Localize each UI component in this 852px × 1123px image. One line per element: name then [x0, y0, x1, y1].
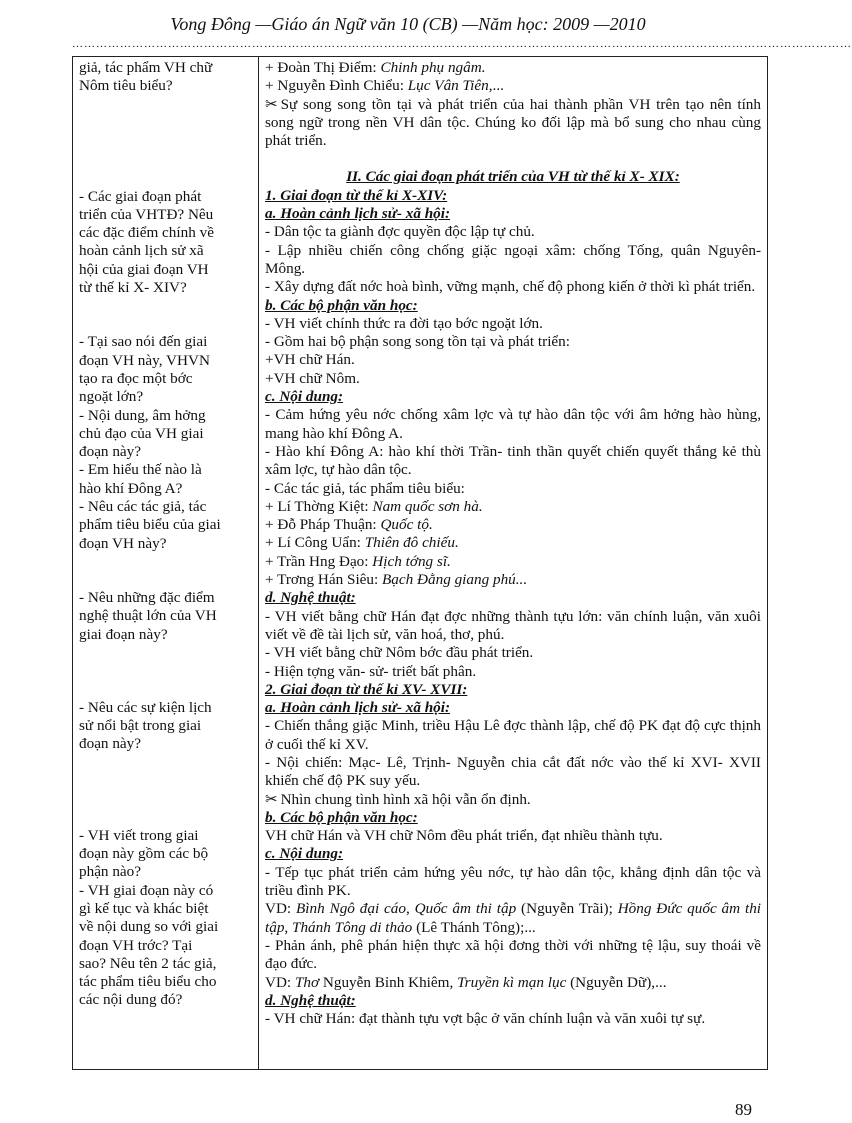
summary-note: ✂ Nhìn chung tình hình xã hội vẫn ổn định.	[265, 790, 531, 808]
work-line: + Lí Công Uẩn: Thiên đô chiếu.	[265, 534, 459, 552]
question-line: sử nổi bật trong giai	[79, 717, 202, 735]
content-line: - Nội chiến: Mạc- Lê, Trịnh- Nguyễn chia cắt đất nớc vào thế kỉ XVI- XVII khiến chế độ PK suy yếu.	[265, 753, 761, 790]
question-column	[73, 57, 259, 1070]
question-line: các nội dung đó?	[79, 991, 183, 1009]
question-line: các đặc điểm chính về	[79, 224, 214, 242]
subheading-parts: b. Các bộ phận văn học:	[265, 296, 418, 314]
content-line: +VH chữ Nôm.	[265, 369, 360, 387]
work-line: + Trơng Hán Siêu: Bạch Đằng giang phú...	[265, 571, 528, 589]
content-line: - Hiện tợng văn- sử- triết bất phân.	[265, 662, 477, 680]
content-line: - Các tác giả, tác phẩm tiêu biểu:	[265, 479, 465, 497]
content-line: - Phản ánh, phê phán hiện thực xã hội đơng thời với những tệ lậu, suy thoái về đạo đức.	[265, 936, 761, 973]
question-block-2	[79, 333, 252, 553]
content-line: VH chữ Hán và VH chữ Nôm đều phát triển, đạt nhiều thành tựu.	[265, 827, 663, 845]
question-block-5	[79, 827, 252, 1010]
question-line: đoạn VH này?	[79, 534, 167, 552]
work-line: + Đoàn Thị Điểm: Chinh phụ ngâm.	[265, 59, 486, 76]
subheading-parts: b. Các bộ phận văn học:	[265, 808, 418, 826]
content-line: +VH chữ Hán.	[265, 351, 355, 369]
question-line: hội của giai đoạn VH	[79, 260, 209, 278]
question-line: giả, tác phẩm VH chữ	[79, 59, 213, 76]
content-line: - Hào khí Đông A: hào khí thời Trần- tinh thần quyết chiến quyết thắng kẻ thù xâm lợc, tự hào dân tộc.	[265, 442, 761, 479]
question-line: - Nêu các sự kiện lịch	[79, 698, 212, 716]
question-block-4	[79, 699, 252, 754]
subheading-art: d. Nghệ thuật:	[265, 991, 356, 1009]
question-line: - Các giai đoạn phát	[79, 187, 202, 205]
question-line: - VH giai đoạn này có	[79, 881, 214, 899]
question-line: sao? Nêu tên 2 tác giả,	[79, 954, 217, 972]
subheading-content: c. Nội dung:	[265, 845, 344, 863]
question-line: về nội dung so với giai	[79, 918, 219, 936]
scissors-icon: ✂	[265, 791, 278, 808]
content-line: - VH viết bằng chữ Hán đạt đợc những thành tựu lớn: văn chính luận, văn xuôi viết về đề tài lịch sử, văn hoá, thơ, phú.	[265, 607, 761, 643]
example-line: VD: Bình Ngô đại cáo, Quốc âm thi tập (Nguyễn Trãi); Hồng Đức quốc âm thi tập, Thánh Tông di thảo (Lê Thánh Tông);...	[265, 900, 762, 936]
summary-note: ✂ Sự song song tồn tại và phát triển của hai thành phần VH trên tạo nên tính song ngữ trong nền VH dân tộc. Chúng ko đối lập mà bổ sung cho nhau cùng phát triển.	[265, 95, 761, 150]
question-line: tạo ra đọc một bớc	[79, 369, 193, 387]
question-line: phận nào?	[79, 863, 141, 881]
question-line: đoạn VH trớc? Tại	[79, 936, 193, 954]
question-line: đoạn VH này, VHVN	[79, 351, 210, 369]
question-block-3	[79, 589, 252, 644]
question-line: - Nêu những đặc điểm	[79, 588, 215, 606]
question-line: - Nội dung, âm hởng	[79, 406, 206, 424]
question-line: từ thế kỉ X- XIV?	[79, 279, 187, 297]
question-line: hào khí Đông A?	[79, 479, 183, 497]
subheading-context: a. Hoàn cảnh lịch sử- xã hội:	[265, 205, 451, 223]
lesson-table	[72, 56, 768, 1070]
scissors-icon: ✂	[265, 96, 278, 113]
question-line: đoạn này gồm các bộ	[79, 845, 209, 863]
work-line: + Trần Hng Đạo: Hịch tớng sĩ.	[265, 552, 451, 570]
period-heading-2: 2. Giai đoạn từ thế kỉ XV- XVII:	[265, 680, 468, 698]
content-line: - VH chữ Hán: đạt thành tựu vợt bậc ở văn chính luận và văn xuôi tự sự.	[265, 1010, 706, 1028]
period-heading-1: 1. Giai đoạn từ thế kỉ X-XIV:	[265, 186, 448, 204]
content-line: - VH viết chính thức ra đời tạo bớc ngoặt lớn.	[265, 314, 543, 332]
section-heading: II. Các giai đoạn phát triển của VH từ thế kỉ X- XIX:	[346, 168, 680, 186]
question-block-1	[79, 188, 252, 298]
question-line: Nôm tiêu biểu?	[79, 77, 173, 95]
work-line: + Lí Thờng Kiệt: Nam quốc sơn hà.	[265, 497, 483, 515]
content-line: - Gồm hai bộ phận song song tồn tại và phát triển:	[265, 333, 570, 351]
question-line: phẩm tiêu biểu của giai	[79, 516, 221, 534]
question-line: nghệ thuật lớn của VH	[79, 607, 217, 625]
question-line: ngoặt lớn?	[79, 388, 144, 406]
work-line: + Nguyễn Đình Chiểu: Lục Vân Tiên,...	[265, 77, 504, 95]
subheading-content: c. Nội dung:	[265, 388, 344, 406]
question-line: gì kế tục và khác biệt	[79, 899, 209, 917]
content-line: - Dân tộc ta giành đợc quyền độc lập tự chủ.	[265, 223, 535, 241]
question-line: giai đoạn này?	[79, 625, 168, 643]
question-line: - Em hiểu thế nào là	[79, 461, 202, 479]
question-line: đoạn này?	[79, 443, 141, 461]
content-line: - Xây dựng đất nớc hoà bình, vững mạnh, chế độ phong kiến ở thời kì phát triển.	[265, 278, 756, 296]
work-line: + Đỗ Pháp Thuận: Quốc tộ.	[265, 516, 433, 534]
question-line: tác phẩm tiêu biểu cho	[79, 973, 217, 991]
question-line: triển của VHTĐ? Nêu	[79, 205, 214, 223]
example-line: VD: Thơ Nguyễn Bỉnh Khiêm, Truyền kì mạn lục (Nguyễn Dữ),...	[265, 973, 667, 991]
content-line: - Tếp tục phát triển cảm hứng yêu nớc, tự hào dân tộc, khẳng định dân tộc và triều đình PK.	[265, 863, 761, 900]
content-column	[259, 57, 768, 1070]
content-line: - VH viết bằng chữ Nôm bớc đầu phát triển.	[265, 644, 534, 662]
content-line: - Lập nhiều chiến công chống giặc ngoại xâm: chống Tống, quân Nguyên- Mông.	[265, 241, 761, 277]
dotted-separator: ……………………………………………………………………………………………………………………………………………………………………………	[72, 38, 852, 50]
content-line: - Chiến thắng giặc Minh, triều Hậu Lê đợc thành lập, chế độ PK đạt độ cực thịnh ở cuối thế kỉ XV.	[265, 717, 761, 753]
question-line: hoàn cảnh lịch sử xã	[79, 242, 204, 260]
question-line: đoạn này?	[79, 735, 141, 753]
question-block-0	[79, 59, 252, 96]
question-line: chủ đạo của VH giai	[79, 424, 204, 442]
question-line: - Nêu các tác giả, tác	[79, 498, 207, 516]
page-number: 89	[735, 1100, 752, 1119]
subheading-context: a. Hoàn cảnh lịch sử- xã hội:	[265, 699, 451, 717]
question-line: - Tại sao nói đến giai	[79, 333, 208, 351]
page-header: Vong Đông —Giáo án Ngữ văn 10 (CB) —Năm học: 2009 —2010	[170, 14, 646, 34]
content-line: - Cảm hứng yêu nớc chống xâm lợc và tự hào dân tộc với âm hởng hào hùng, mang hào khí Đông A.	[265, 406, 761, 442]
question-line: - VH viết trong giai	[79, 826, 199, 844]
subheading-art: d. Nghệ thuật:	[265, 589, 356, 607]
